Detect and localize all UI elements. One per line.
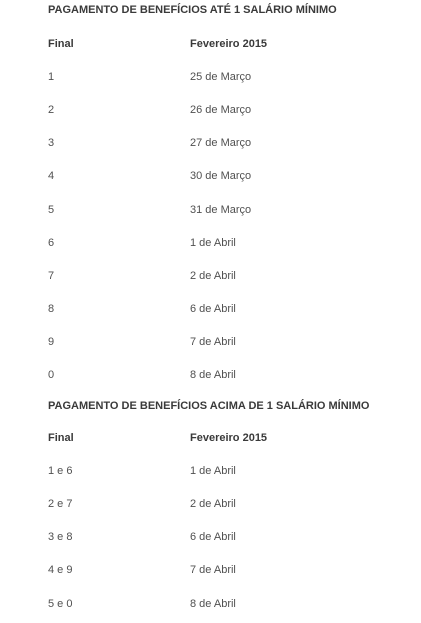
cell-final: 1	[48, 70, 55, 83]
cell-final: 0	[48, 369, 55, 382]
table-row	[48, 293, 408, 326]
table-row	[48, 359, 408, 392]
table-row	[48, 259, 408, 292]
table-row	[48, 93, 408, 126]
table-row	[48, 554, 408, 587]
cell-final: 4 e 9	[48, 564, 73, 577]
section-title-ate-1-salario: PAGAMENTO DE BENEFÍCIOS ATÉ 1 SALÁRIO MÍNIMO	[48, 4, 337, 16]
cell-date: 26 de Março	[190, 103, 252, 116]
header-final: Final	[48, 431, 74, 444]
cell-date: 2 de Abril	[190, 497, 236, 510]
table-acima-1-salario	[48, 421, 408, 620]
table-ate-1-salario	[48, 27, 408, 392]
cell-date: 27 de Março	[190, 137, 252, 150]
table-row	[48, 127, 408, 160]
cell-final: 2 e 7	[48, 497, 73, 510]
cell-final: 8	[48, 303, 55, 316]
cell-date: 2 de Abril	[190, 269, 236, 282]
cell-final: 2	[48, 103, 55, 116]
section-title-acima-1-salario: PAGAMENTO DE BENEFÍCIOS ACIMA DE 1 SALÁRIO MÍNIMO	[48, 400, 370, 412]
cell-date: 8 de Abril	[190, 597, 236, 610]
cell-final: 7	[48, 269, 55, 282]
cell-date: 7 de Abril	[190, 336, 236, 349]
table-row	[48, 521, 408, 554]
cell-date: 30 de Março	[190, 170, 252, 183]
table-row	[48, 454, 408, 487]
cell-final: 1 e 6	[48, 464, 73, 477]
cell-final: 5 e 0	[48, 597, 73, 610]
cell-date: 25 de Março	[190, 70, 252, 83]
table-row	[48, 60, 408, 93]
table-header-row	[48, 421, 408, 454]
cell-final: 6	[48, 236, 55, 249]
header-final: Final	[48, 37, 74, 50]
cell-final: 3	[48, 137, 55, 150]
table-row	[48, 193, 408, 226]
cell-date: 1 de Abril	[190, 236, 236, 249]
header-month: Fevereiro 2015	[190, 431, 268, 444]
table-row	[48, 160, 408, 193]
cell-date: 1 de Abril	[190, 464, 236, 477]
cell-date: 8 de Abril	[190, 369, 236, 382]
cell-final: 4	[48, 170, 55, 183]
cell-date: 6 de Abril	[190, 303, 236, 316]
table-row	[48, 587, 408, 620]
cell-date: 31 de Março	[190, 203, 252, 216]
table-row	[48, 487, 408, 520]
cell-final: 9	[48, 336, 55, 349]
cell-final: 5	[48, 203, 55, 216]
cell-date: 7 de Abril	[190, 564, 236, 577]
table-row	[48, 326, 408, 359]
table-row	[48, 226, 408, 259]
table-header-row	[48, 27, 408, 60]
cell-final: 3 e 8	[48, 531, 73, 544]
cell-date: 6 de Abril	[190, 531, 236, 544]
header-month: Fevereiro 2015	[190, 37, 268, 50]
